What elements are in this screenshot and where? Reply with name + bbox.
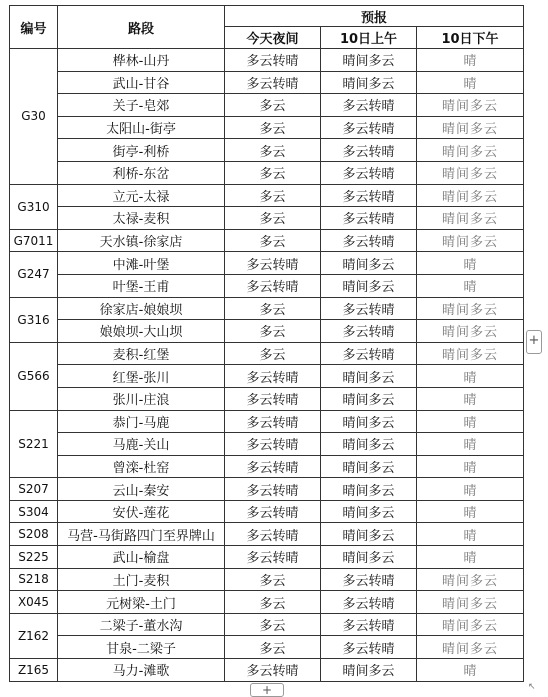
tonight-cell: 多云 xyxy=(225,94,321,117)
tonight-cell: 多云转晴 xyxy=(225,500,321,523)
table-row xyxy=(10,636,524,659)
tonight-cell: 多云 xyxy=(225,184,321,207)
header-route: 路段 xyxy=(58,6,225,49)
route-cell: 红堡-张川 xyxy=(58,365,225,388)
table-row xyxy=(10,591,524,614)
tonight-cell: 多云转晴 xyxy=(225,546,321,569)
route-cell: 元树梁-土门 xyxy=(58,591,225,614)
morning-cell: 多云转晴 xyxy=(321,636,417,659)
afternoon-cell: 晴间多云 xyxy=(417,297,524,320)
route-cell: 天水镇-徐家店 xyxy=(58,229,225,252)
table-row xyxy=(10,229,524,252)
tonight-cell: 多云转晴 xyxy=(225,478,321,501)
table-row xyxy=(10,71,524,94)
route-cell: 曾滦-杜窑 xyxy=(58,455,225,478)
route-cell: 安伏-莲花 xyxy=(58,500,225,523)
route-cell: 叶堡-王甫 xyxy=(58,274,225,297)
road-code-cell: S208 xyxy=(10,523,58,546)
tonight-cell: 多云转晴 xyxy=(225,410,321,433)
afternoon-cell: 晴间多云 xyxy=(417,161,524,184)
road-code-cell: G247 xyxy=(10,252,58,297)
table-row xyxy=(10,478,524,501)
road-code-cell: Z162 xyxy=(10,613,58,658)
route-cell: 太禄-麦积 xyxy=(58,207,225,230)
morning-cell: 多云转晴 xyxy=(321,184,417,207)
afternoon-cell: 晴间多云 xyxy=(417,342,524,365)
tonight-cell: 多云 xyxy=(225,320,321,343)
table-row xyxy=(10,455,524,478)
table-row xyxy=(10,94,524,117)
table-row xyxy=(10,500,524,523)
morning-cell: 晴间多云 xyxy=(321,546,417,569)
afternoon-cell: 晴 xyxy=(417,252,524,275)
afternoon-cell: 晴间多云 xyxy=(417,568,524,591)
morning-cell: 晴间多云 xyxy=(321,500,417,523)
afternoon-cell: 晴 xyxy=(417,274,524,297)
road-code-cell: X045 xyxy=(10,591,58,614)
afternoon-cell: 晴间多云 xyxy=(417,229,524,252)
morning-cell: 多云转晴 xyxy=(321,116,417,139)
afternoon-cell: 晴间多云 xyxy=(417,613,524,636)
table-row xyxy=(10,365,524,388)
tonight-cell: 多云 xyxy=(225,116,321,139)
tonight-cell: 多云 xyxy=(225,297,321,320)
afternoon-cell: 晴 xyxy=(417,410,524,433)
tonight-cell: 多云转晴 xyxy=(225,71,321,94)
table-row xyxy=(10,387,524,410)
morning-cell: 多云转晴 xyxy=(321,229,417,252)
tonight-cell: 多云 xyxy=(225,613,321,636)
route-cell: 太阳山-街亭 xyxy=(58,116,225,139)
table-row xyxy=(10,546,524,569)
tonight-cell: 多云转晴 xyxy=(225,455,321,478)
afternoon-cell: 晴 xyxy=(417,49,524,72)
morning-cell: 晴间多云 xyxy=(321,659,417,682)
route-cell: 中滩-叶堡 xyxy=(58,252,225,275)
afternoon-cell: 晴间多云 xyxy=(417,94,524,117)
morning-cell: 晴间多云 xyxy=(321,274,417,297)
route-cell: 二梁子-董水沟 xyxy=(58,613,225,636)
route-cell: 利桥-东岔 xyxy=(58,161,225,184)
route-cell: 恭门-马鹿 xyxy=(58,410,225,433)
header-row-1 xyxy=(10,6,524,27)
tonight-cell: 多云转晴 xyxy=(225,659,321,682)
tonight-cell: 多云 xyxy=(225,636,321,659)
table-row xyxy=(10,184,524,207)
morning-cell: 晴间多云 xyxy=(321,478,417,501)
road-code-cell: G30 xyxy=(10,49,58,185)
morning-cell: 多云转晴 xyxy=(321,342,417,365)
afternoon-cell: 晴间多云 xyxy=(417,207,524,230)
road-code-cell: G566 xyxy=(10,342,58,410)
tonight-cell: 多云 xyxy=(225,591,321,614)
route-cell: 马力-滩歌 xyxy=(58,659,225,682)
tonight-cell: 多云 xyxy=(225,568,321,591)
morning-cell: 晴间多云 xyxy=(321,71,417,94)
morning-cell: 晴间多云 xyxy=(321,252,417,275)
add-row-button[interactable]: + xyxy=(250,683,284,697)
afternoon-cell: 晴 xyxy=(417,478,524,501)
route-cell: 马鹿-关山 xyxy=(58,433,225,456)
route-cell: 徐家店-娘娘坝 xyxy=(58,297,225,320)
tonight-cell: 多云 xyxy=(225,139,321,162)
header-afternoon: 10日下午 xyxy=(417,27,524,49)
route-cell: 云山-秦安 xyxy=(58,478,225,501)
header-code: 编号 xyxy=(10,6,58,49)
afternoon-cell: 晴 xyxy=(417,500,524,523)
road-code-cell: S218 xyxy=(10,568,58,591)
road-code-cell: S221 xyxy=(10,410,58,478)
table-row xyxy=(10,320,524,343)
table-row xyxy=(10,410,524,433)
morning-cell: 多云转晴 xyxy=(321,613,417,636)
afternoon-cell: 晴 xyxy=(417,659,524,682)
header-forecast: 预报 xyxy=(225,6,524,27)
afternoon-cell: 晴间多云 xyxy=(417,184,524,207)
route-cell: 张川-庄浪 xyxy=(58,387,225,410)
table-row xyxy=(10,659,524,682)
route-cell: 立元-太禄 xyxy=(58,184,225,207)
afternoon-cell: 晴 xyxy=(417,71,524,94)
table-row xyxy=(10,568,524,591)
afternoon-cell: 晴 xyxy=(417,546,524,569)
road-code-cell: G7011 xyxy=(10,229,58,252)
route-cell: 桦林-山丹 xyxy=(58,49,225,72)
afternoon-cell: 晴间多云 xyxy=(417,636,524,659)
tonight-cell: 多云转晴 xyxy=(225,523,321,546)
morning-cell: 多云转晴 xyxy=(321,591,417,614)
morning-cell: 多云转晴 xyxy=(321,320,417,343)
table-row xyxy=(10,252,524,275)
afternoon-cell: 晴间多云 xyxy=(417,116,524,139)
header-tonight: 今天夜间 xyxy=(225,27,321,49)
afternoon-cell: 晴间多云 xyxy=(417,320,524,343)
tonight-cell: 多云 xyxy=(225,342,321,365)
afternoon-cell: 晴间多云 xyxy=(417,139,524,162)
table-row xyxy=(10,274,524,297)
tonight-cell: 多云转晴 xyxy=(225,365,321,388)
route-cell: 麦积-红堡 xyxy=(58,342,225,365)
morning-cell: 晴间多云 xyxy=(321,455,417,478)
morning-cell: 晴间多云 xyxy=(321,523,417,546)
header-morning: 10日上午 xyxy=(321,27,417,49)
morning-cell: 晴间多云 xyxy=(321,49,417,72)
table-row xyxy=(10,207,524,230)
table-row xyxy=(10,342,524,365)
tonight-cell: 多云 xyxy=(225,161,321,184)
table-resize-handle[interactable]: ↖ xyxy=(528,682,536,692)
tonight-cell: 多云转晴 xyxy=(225,274,321,297)
road-code-cell: G316 xyxy=(10,297,58,342)
road-code-cell: Z165 xyxy=(10,659,58,682)
tonight-cell: 多云转晴 xyxy=(225,387,321,410)
table-row xyxy=(10,161,524,184)
morning-cell: 多云转晴 xyxy=(321,568,417,591)
afternoon-cell: 晴 xyxy=(417,523,524,546)
route-cell: 马营-马街路四门至界牌山 xyxy=(58,523,225,546)
forecast-table xyxy=(9,5,524,682)
afternoon-cell: 晴间多云 xyxy=(417,591,524,614)
afternoon-cell: 晴 xyxy=(417,387,524,410)
tonight-cell: 多云转晴 xyxy=(225,252,321,275)
table-row xyxy=(10,523,524,546)
route-cell: 武山-榆盘 xyxy=(58,546,225,569)
road-code-cell: S207 xyxy=(10,478,58,501)
add-column-button[interactable]: + xyxy=(526,330,542,354)
morning-cell: 多云转晴 xyxy=(321,94,417,117)
table-row xyxy=(10,139,524,162)
morning-cell: 晴间多云 xyxy=(321,410,417,433)
morning-cell: 多云转晴 xyxy=(321,207,417,230)
table-row xyxy=(10,297,524,320)
tonight-cell: 多云 xyxy=(225,229,321,252)
road-code-cell: S304 xyxy=(10,500,58,523)
morning-cell: 晴间多云 xyxy=(321,433,417,456)
tonight-cell: 多云 xyxy=(225,207,321,230)
morning-cell: 晴间多云 xyxy=(321,387,417,410)
morning-cell: 多云转晴 xyxy=(321,297,417,320)
morning-cell: 多云转晴 xyxy=(321,161,417,184)
route-cell: 土门-麦积 xyxy=(58,568,225,591)
road-code-cell: S225 xyxy=(10,546,58,569)
afternoon-cell: 晴 xyxy=(417,433,524,456)
road-code-cell: G310 xyxy=(10,184,58,229)
tonight-cell: 多云转晴 xyxy=(225,433,321,456)
route-cell: 甘泉-二梁子 xyxy=(58,636,225,659)
tonight-cell: 多云转晴 xyxy=(225,49,321,72)
table-row xyxy=(10,613,524,636)
table-body xyxy=(10,49,524,682)
route-cell: 关子-皂郊 xyxy=(58,94,225,117)
route-cell: 娘娘坝-大山坝 xyxy=(58,320,225,343)
route-cell: 街亭-利桥 xyxy=(58,139,225,162)
afternoon-cell: 晴 xyxy=(417,365,524,388)
table-row xyxy=(10,49,524,72)
morning-cell: 多云转晴 xyxy=(321,139,417,162)
table-row xyxy=(10,433,524,456)
table-row xyxy=(10,116,524,139)
afternoon-cell: 晴 xyxy=(417,455,524,478)
route-cell: 武山-甘谷 xyxy=(58,71,225,94)
morning-cell: 晴间多云 xyxy=(321,365,417,388)
